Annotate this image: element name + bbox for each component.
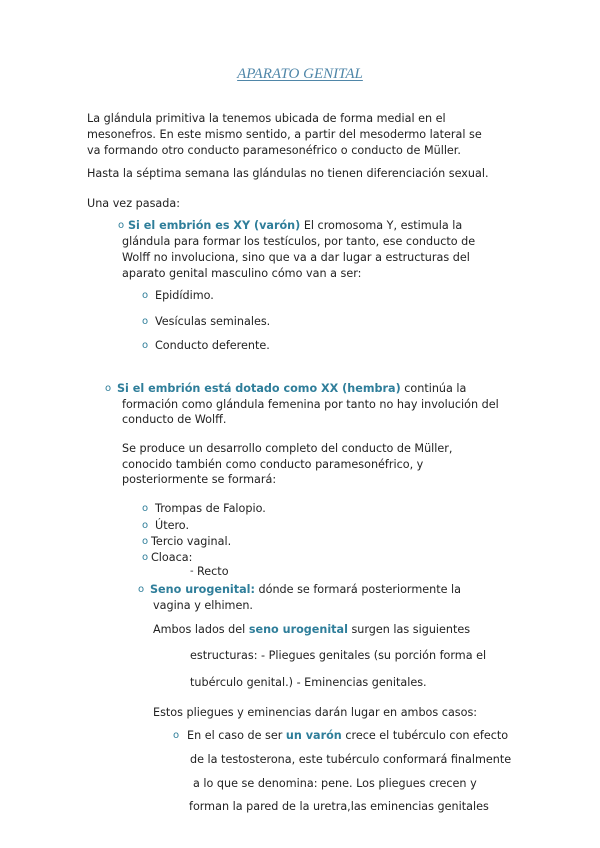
varon-line: de la testosterona, este tubérculo conformará finalmente — [190, 753, 512, 766]
bullet-icon: o — [142, 316, 149, 327]
intro-line: mesonefros. En este mismo sentido, a partir del mesodermo lateral se — [87, 128, 482, 141]
varon-pre: En el caso de ser — [187, 729, 286, 742]
seno-line: vagina y elhimen. — [153, 599, 253, 612]
intro-line: La glándula primitiva la tenemos ubicada de forma medial en el — [87, 112, 446, 125]
varon-line: forman la pared de la uretra,las eminencias genitales — [189, 800, 489, 813]
ambos-highlight: seno urogenital — [248, 623, 348, 636]
xy-rest: El cromosoma Y, estimula la — [300, 219, 463, 232]
bullet-icon: o — [142, 520, 149, 531]
bullet-icon: o — [142, 290, 149, 301]
xx-highlight: Si el embrión está dotado como XX (hembra) — [117, 382, 401, 395]
xx-p2-line: Se produce un desarrollo completo del conducto de Müller, — [122, 442, 453, 455]
bullet-icon: o — [173, 730, 180, 741]
xx-item: Trompas de Falopio. — [155, 502, 266, 515]
bullet-icon: o — [142, 536, 149, 547]
xy-item: Conducto deferente. — [155, 339, 270, 352]
xy-item: Vesículas seminales. — [155, 315, 271, 328]
page-title: APARATO GENITAL — [237, 66, 363, 82]
bullet-icon: o — [138, 584, 145, 595]
varon-post: crece el tubérculo con efecto — [341, 729, 509, 742]
estructuras-line: estructuras: - Pliegues genitales (su porción forma el — [190, 649, 487, 662]
xx-item: Cloaca: — [151, 551, 193, 564]
xy-line: glándula para formar los testículos, por tanto, ese conducto de — [122, 235, 476, 248]
varon-line: a lo que se denomina: pene. Los pliegues crecen y — [193, 777, 477, 790]
bullet-icon: o — [142, 552, 149, 563]
xx-line: formación como glándula femenina por tanto no hay involución del — [122, 398, 499, 411]
xx-p2-line: posteriormente se formará: — [122, 473, 277, 486]
bullet-icon: o — [142, 340, 149, 351]
ambos-pre: Ambos lados del — [153, 623, 249, 636]
xx-item: Tercio vaginal. — [151, 535, 232, 548]
varon-highlight: un varón — [285, 729, 342, 742]
paragraph-una-vez: Una vez pasada: — [87, 197, 180, 210]
seno-rest: dónde se formará posteriormente la — [254, 583, 461, 596]
paragraph-septima: Hasta la séptima semana las glándulas no tienen diferenciación sexual. — [87, 167, 489, 180]
xx-p2-line: conocido también como conducto paramesonéfrico, y — [122, 458, 424, 471]
bullet-icon: o — [142, 503, 149, 514]
seno-heading-line — [150, 582, 461, 597]
xx-line: conducto de Wolff. — [122, 413, 227, 426]
xy-item: Epidídimo. — [155, 289, 214, 302]
ambos-line — [153, 622, 470, 637]
xy-line: aparato genital masculino cómo van a ser: — [122, 267, 362, 280]
xx-item: Útero. — [155, 519, 190, 532]
xy-heading-line — [128, 218, 462, 233]
intro-line: va formando otro conducto paramesonéfrico o conducto de Müller. — [87, 144, 461, 157]
xx-heading-line — [117, 381, 466, 396]
seno-highlight: Seno urogenital: — [150, 583, 255, 596]
bullet-icon: o — [118, 220, 125, 231]
tuberculo-line: tubérculo genital.) - Eminencias genitales. — [190, 676, 427, 689]
xx-rest: continúa la — [400, 382, 467, 395]
estos-line: Estos pliegues y eminencias darán lugar en ambos casos: — [153, 706, 478, 719]
xy-highlight: Si el embrión es XY (varón) — [128, 219, 301, 232]
dash-bullet-icon: - — [190, 566, 194, 577]
varon-heading-line — [187, 728, 508, 743]
xx-subitem-recto: Recto — [197, 565, 229, 578]
bullet-icon: o — [105, 383, 112, 394]
xy-line: Wolff no involuciona, sino que va a dar lugar a estructuras del — [122, 251, 470, 264]
ambos-post: surgen las siguientes — [347, 623, 471, 636]
